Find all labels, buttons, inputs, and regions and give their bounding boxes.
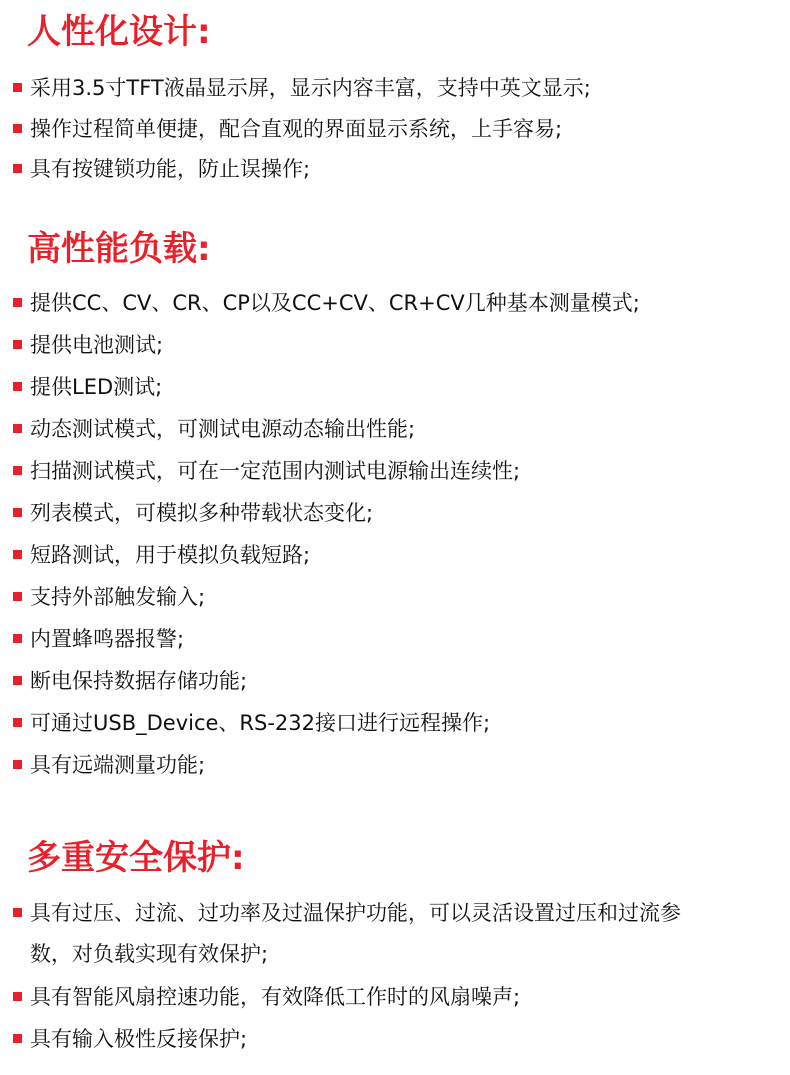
bullet-icon (13, 550, 22, 559)
section-title-safety-protection: 多重安全保护: (27, 838, 245, 878)
list-item: 断电保持数据存储功能; (13, 661, 778, 701)
bullet-icon (13, 164, 22, 173)
bullet-icon (13, 83, 22, 92)
bullet-icon (13, 124, 22, 133)
list-item: 操作过程简单便捷，配合直观的界面显示系统，上手容易; (13, 109, 778, 149)
bullet-icon (13, 508, 22, 517)
bullet-icon (13, 592, 22, 601)
list-item: 支持外部触发输入; (13, 577, 778, 617)
list-item-continuation: 数，对负载实现有效保护; (30, 942, 269, 966)
list-item: 采用3.5寸TFT液晶显示屏，显示内容丰富，支持中英文显示; (13, 68, 778, 108)
bullet-icon (13, 382, 22, 391)
list-item: 具有远端测量功能; (13, 745, 778, 785)
section-title-ergonomic-design: 人性化设计: (27, 12, 211, 52)
bullet-icon (13, 634, 22, 643)
list-item: 内置蜂鸣器报警; (13, 619, 778, 659)
list-item: 可通过USB_Device、RS-232接口进行远程操作; (13, 703, 778, 743)
bullet-icon (13, 298, 22, 307)
bullet-icon (13, 340, 22, 349)
bullet-icon (13, 676, 22, 685)
section-title-high-performance-load: 高性能负载: (27, 229, 211, 269)
bullet-icon (13, 992, 22, 1001)
list-item: 扫描测试模式，可在一定范围内测试电源输出连续性; (13, 451, 778, 491)
list-item: 具有按键锁功能，防止误操作; (13, 149, 778, 189)
bullet-icon (13, 424, 22, 433)
list-item: 短路测试，用于模拟负载短路; (13, 535, 778, 575)
bullet-icon (13, 908, 22, 917)
list-item: 列表模式，可模拟多种带载状态变化; (13, 493, 778, 533)
list-item: 具有输入极性反接保护; (13, 1019, 778, 1059)
list-item: 提供LED测试; (13, 367, 778, 407)
list-item: 提供CC、CV、CR、CP以及CC+CV、CR+CV几种基本测量模式; (13, 283, 778, 323)
bullet-icon (13, 1034, 22, 1043)
bullet-icon (13, 718, 22, 727)
bullet-icon (13, 466, 22, 475)
list-item: 具有智能风扇控速功能，有效降低工作时的风扇噪声; (13, 977, 778, 1017)
list-item: 提供电池测试; (13, 325, 778, 365)
bullet-icon (13, 760, 22, 769)
list-item: 动态测试模式，可测试电源动态输出性能; (13, 409, 778, 449)
list-item: 具有过压、过流、过功率及过温保护功能，可以灵活设置过压和过流参 (13, 893, 778, 933)
